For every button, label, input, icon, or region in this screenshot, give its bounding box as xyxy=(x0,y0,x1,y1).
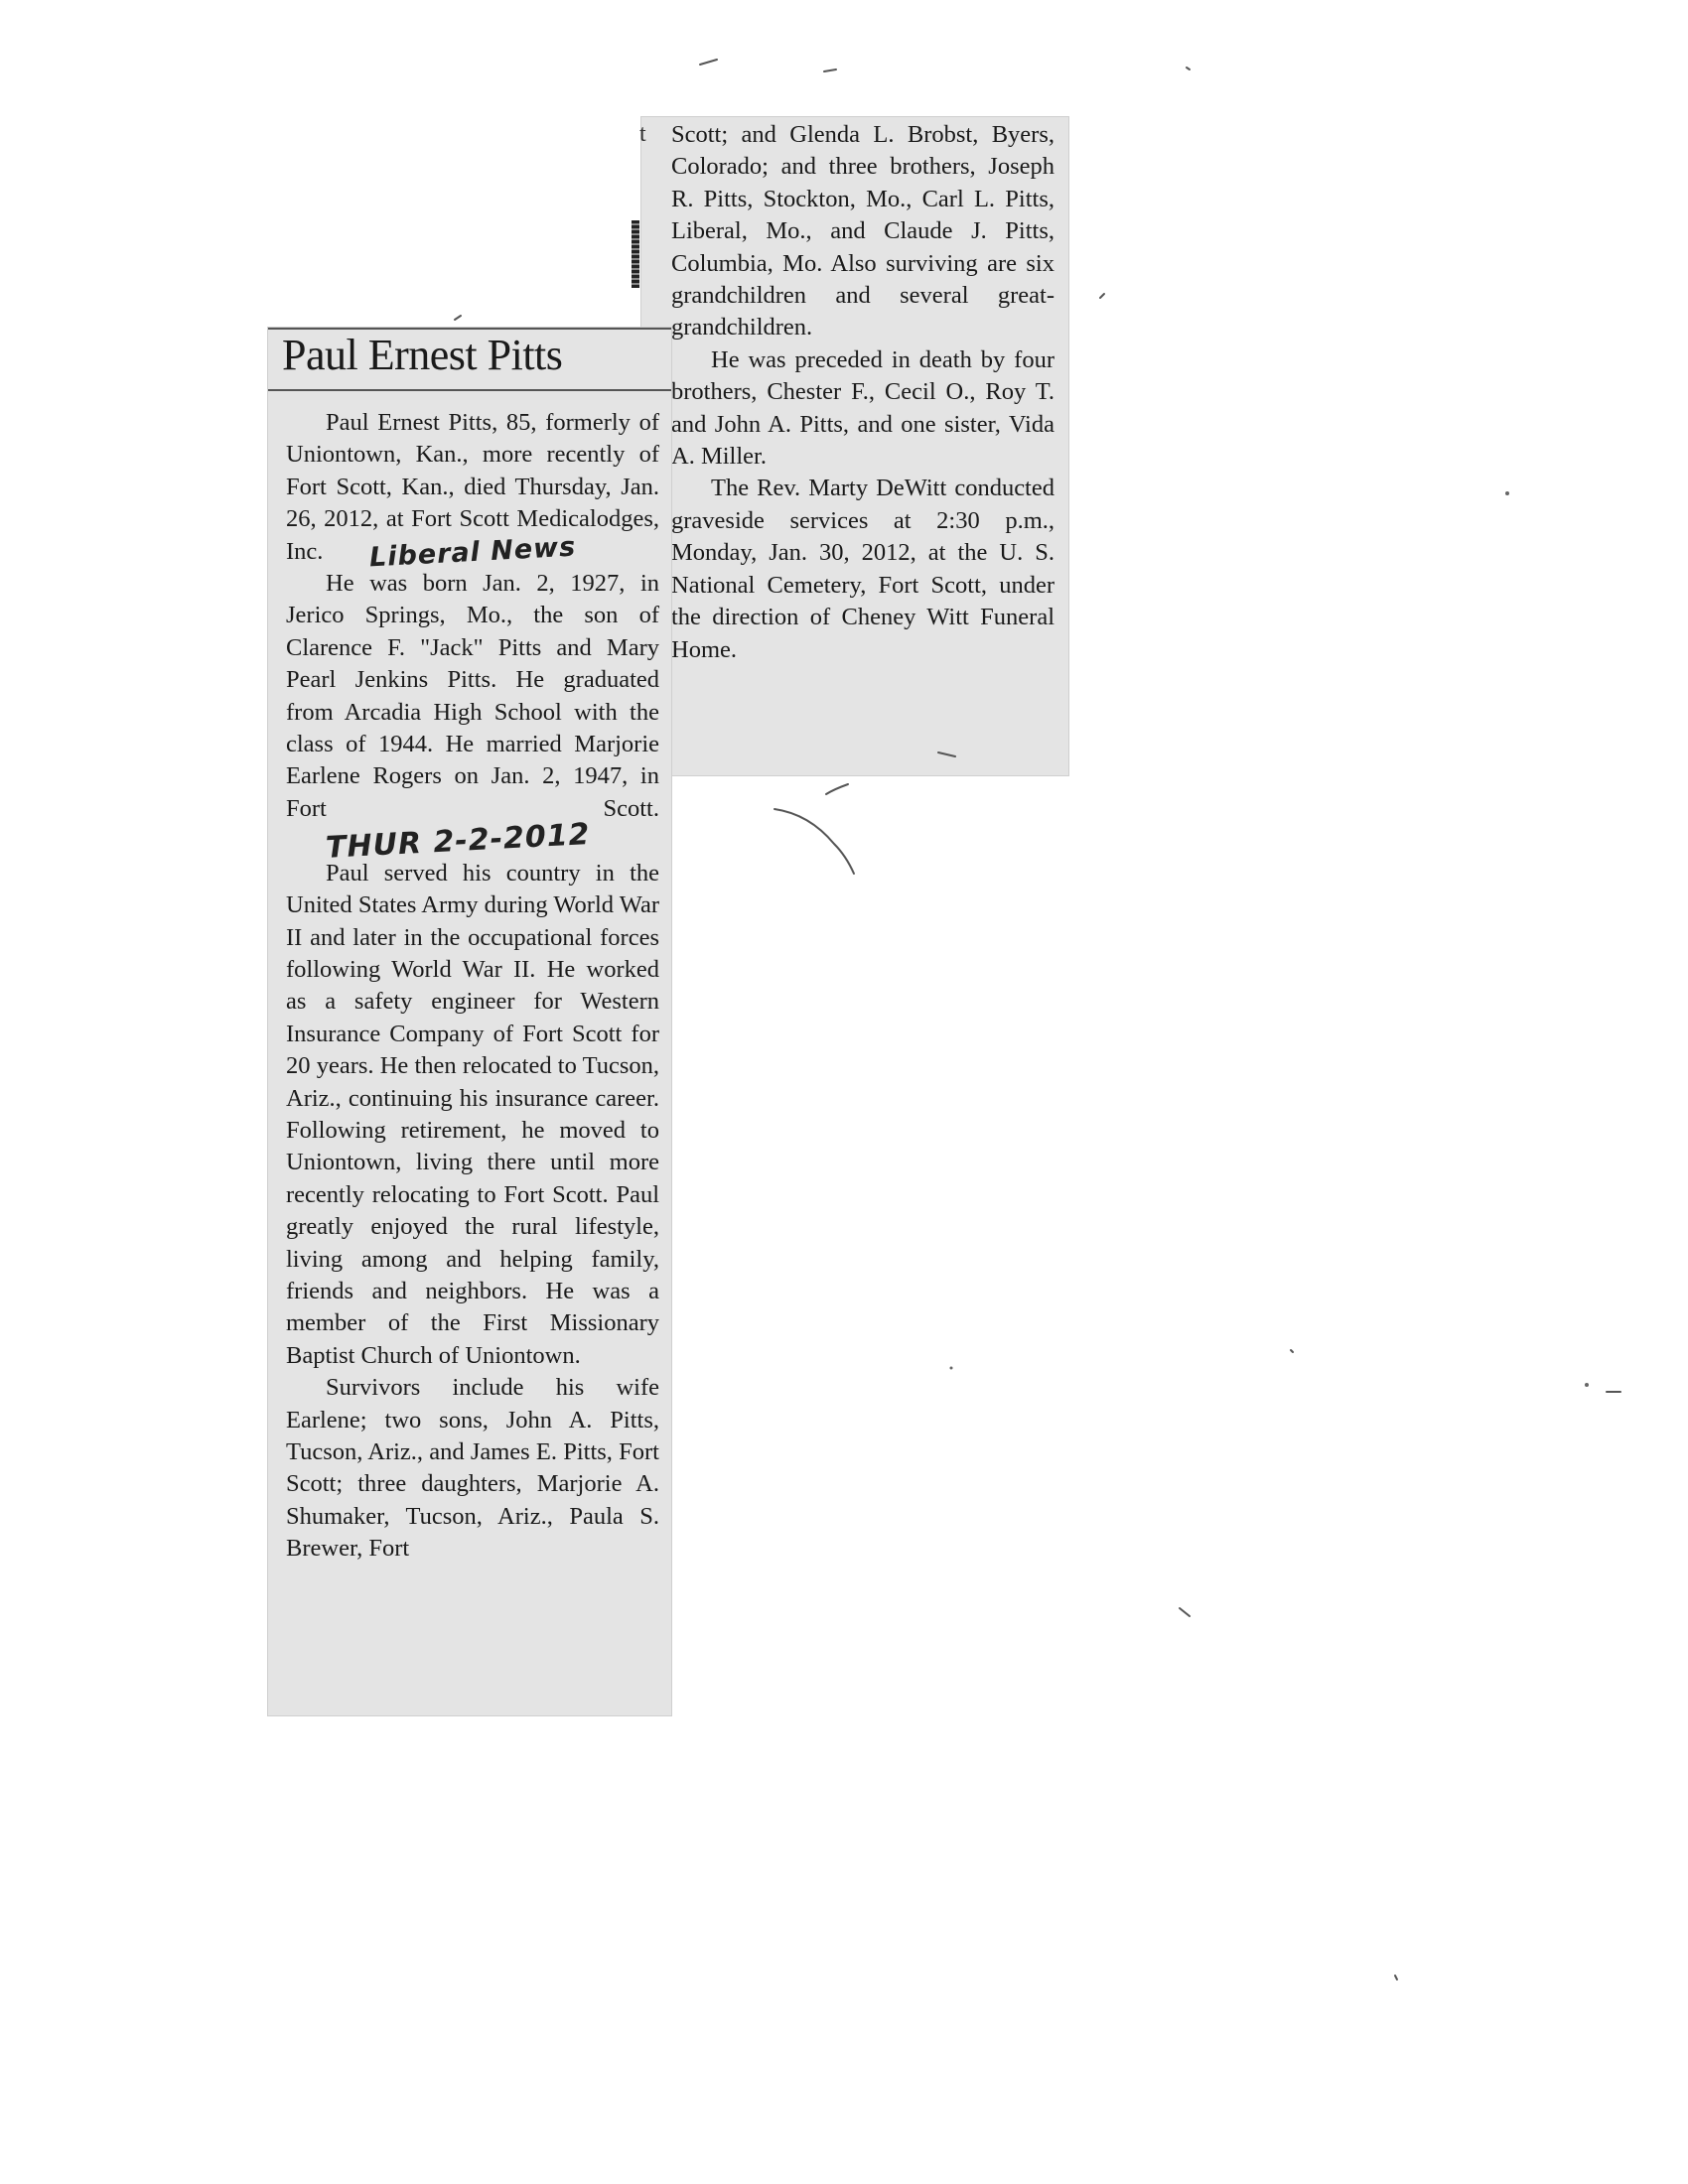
clipping-left-column xyxy=(268,328,671,1715)
handwritten-source-note: Liberal News xyxy=(367,531,577,573)
obituary-title: Paul Ernest Pitts xyxy=(282,331,563,379)
right-paragraph-survivors-cont: Scott; and Glenda L. Brobst, Byers, Colorado; and three brothers, Joseph R. Pitts, Stockton, Mo., Carl L. Pitts, Liberal, Mo., and Claude J. Pitts, Columbia, Mo. Also surviving are six grandchildren and several great-grandchildren. xyxy=(671,121,1055,341)
left-paragraph-intro xyxy=(286,407,659,573)
left-paragraph-career: Paul served his country in the United States Army during World War II and later in the occupational forces following World War II. He worked as a safety engineer for Western Insurance Company of Fort Scott for 20 years. He then relocated to Tucson, Ariz., continuing his insurance career. Following retirement, he moved to Uniontown, living there until more recently relocating to Fort Scott. Paul greatly enjoyed the rural lifestyle, living among and helping family, friends and neighbors. He was a member of the First Missionary Baptist Church of Uniontown. xyxy=(286,859,659,1369)
birth-text: He was born Jan. 2, 1927, in Jerico Springs, Mo., the son of Clarence F. "Jack" Pitts and Mary Pearl Jenkins Pitts. He graduated from Arcadia High School with the class of 1944. He married Marjorie Earlene Rogers on Jan. 2, 1947, in Fort Scott. xyxy=(286,570,659,822)
left-paragraph-survivors: Survivors include his wife Earlene; two sons, John A. Pitts, Tucson, Ariz., and James E. Pitts, Fort Scott; three daughters, Marjorie A. Shumaker, Tucson, Ariz., Paula S. Brewer, Fort xyxy=(286,1374,659,1563)
intro-text: Paul Ernest Pitts, 85, formerly of Uniontown, Kan., more recently of Fort Scott, Kan., died Thursday, Jan. 26, 2012, at Fort Scott Medicalodges, Inc. xyxy=(286,409,659,565)
handwritten-date-note: THUR 2-2-2012 xyxy=(325,816,592,866)
cut-off-letter: t xyxy=(639,121,646,147)
right-paragraph-services: The Rev. Marty DeWitt conducted graveside services at 2:30 p.m., Monday, Jan. 30, 2012, at the U. S. National Cemetery, Fort Scott, under the direction of Cheney Witt Funeral Home. xyxy=(671,475,1055,663)
staple-mark xyxy=(632,220,639,288)
clipping-right-column xyxy=(641,117,1068,775)
left-column-text xyxy=(286,407,659,1566)
right-paragraph-preceded: He was preceded in death by four brothers, Chester F., Cecil O., Roy T. and John A. Pitts, and one sister, Vida A. Miller. xyxy=(671,345,1055,471)
left-paragraph-birth xyxy=(286,568,659,866)
right-column-text xyxy=(671,119,1055,666)
title-rule xyxy=(268,389,671,391)
